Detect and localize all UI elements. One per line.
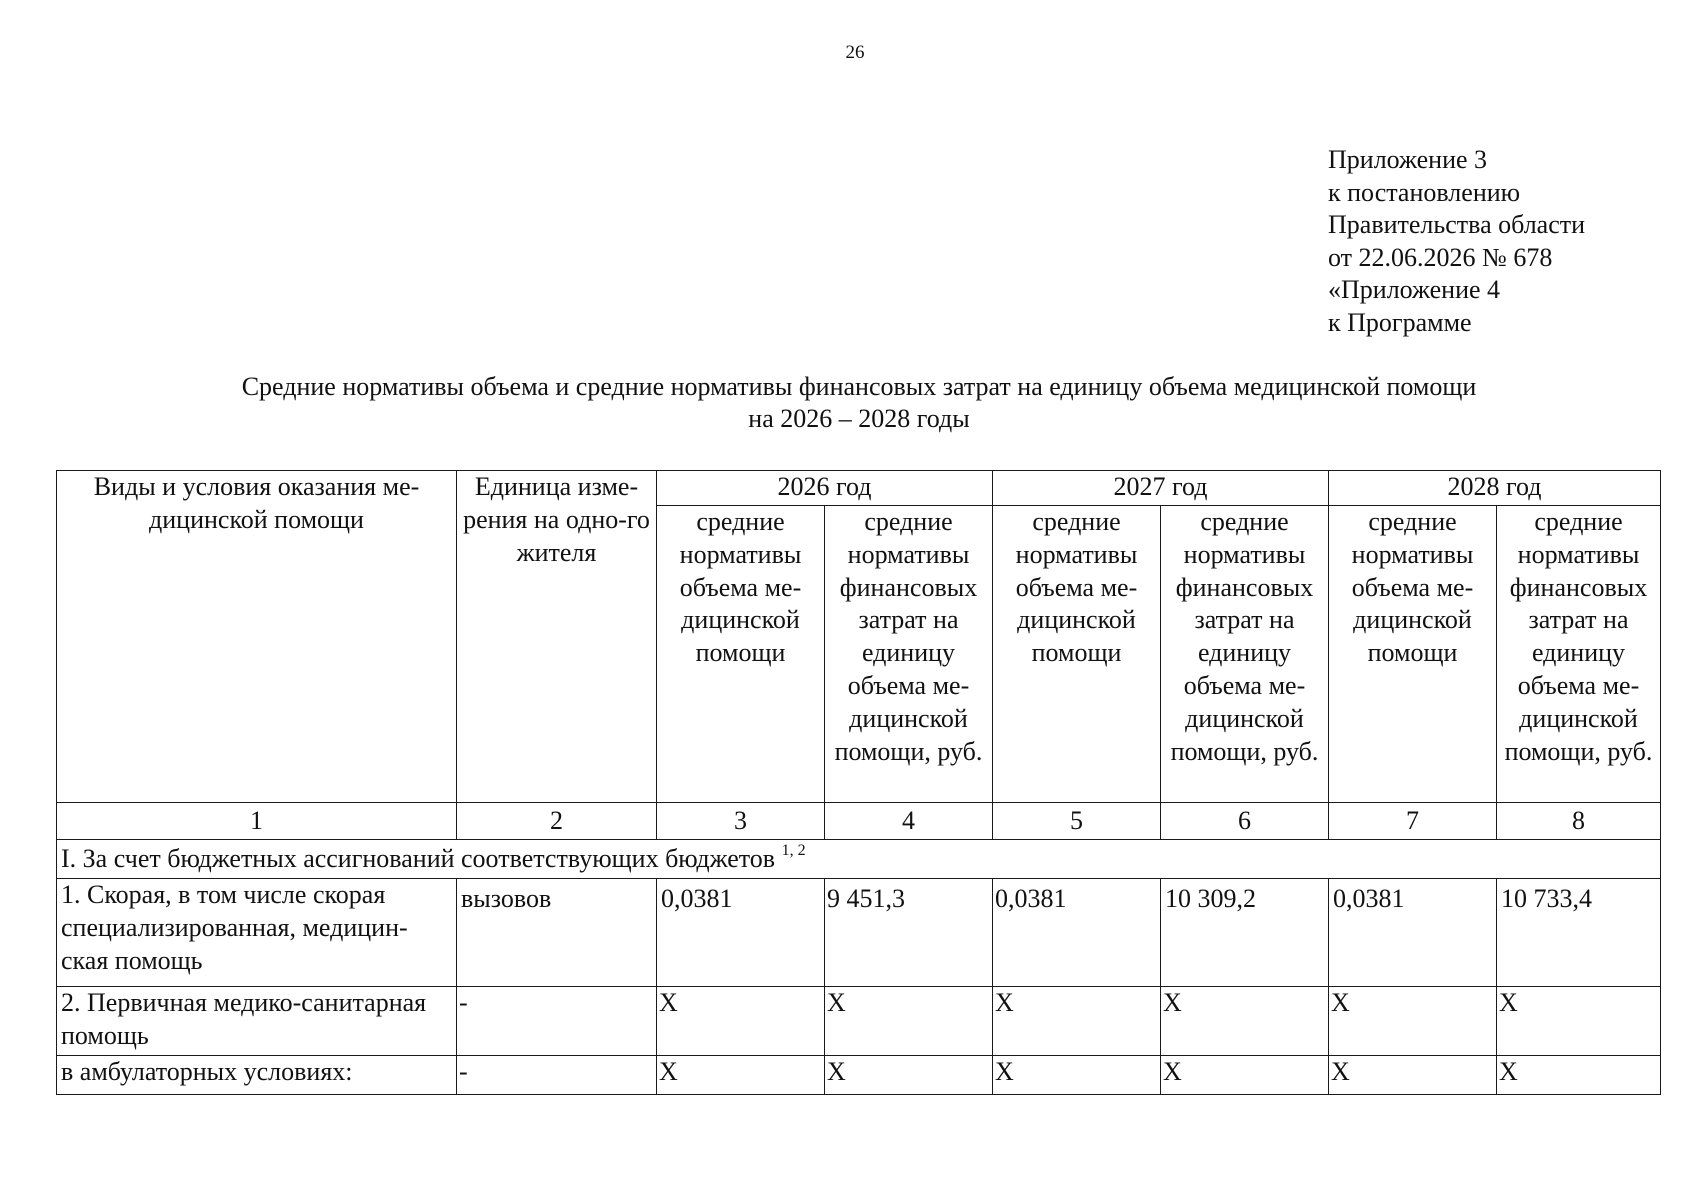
row-care-type: в амбулаторных условиях: bbox=[57, 1056, 457, 1095]
header-year-2026: 2026 год bbox=[657, 471, 993, 506]
row-value: 10 309,2 bbox=[1161, 879, 1329, 987]
row-value: X bbox=[1329, 1056, 1497, 1095]
page-number: 26 bbox=[845, 42, 865, 63]
header-cost-2027: средние нормативы финансовых затрат на единицу объема ме-дицинской помощи, руб. bbox=[1161, 506, 1329, 803]
appendix-line: от 22.06.2026 № 678 bbox=[1328, 242, 1553, 272]
column-number: 5 bbox=[993, 803, 1161, 840]
column-number: 2 bbox=[457, 803, 657, 840]
row-value: X bbox=[825, 1056, 993, 1095]
header-cost-2028: средние нормативы финансовых затрат на единицу объема ме-дицинской помощи, руб. bbox=[1497, 506, 1661, 803]
row-value: X bbox=[1329, 987, 1497, 1056]
table-row bbox=[57, 879, 1661, 987]
row-value: X bbox=[1161, 1056, 1329, 1095]
row-value: 9 451,3 bbox=[825, 879, 993, 987]
header-volume-2028: средние нормативы объема ме-дицинской помощи bbox=[1329, 506, 1497, 803]
column-number: 1 bbox=[57, 803, 457, 840]
row-value: 10 733,4 bbox=[1497, 879, 1661, 987]
row-value: 0,0381 bbox=[993, 879, 1161, 987]
column-number-row bbox=[57, 803, 1661, 840]
table-row bbox=[57, 987, 1661, 1056]
header-volume-2027: средние нормативы объема ме-дицинской помощи bbox=[993, 506, 1161, 803]
header-volume-2026: средние нормативы объема ме-дицинской помощи bbox=[657, 506, 825, 803]
column-number: 3 bbox=[657, 803, 825, 840]
column-number: 8 bbox=[1497, 803, 1661, 840]
section-row bbox=[57, 840, 1661, 879]
row-unit: вызовов bbox=[457, 879, 657, 987]
section-label: I. За счет бюджетных ассигнований соответствующих бюджетов bbox=[61, 844, 776, 873]
appendix-line: Правительства области bbox=[1328, 210, 1586, 239]
appendix-block bbox=[1328, 144, 1585, 339]
document-title bbox=[0, 371, 1698, 435]
header-cost-2026: средние нормативы финансовых затрат на единицу объема ме-дицинской помощи, руб. bbox=[825, 506, 993, 803]
row-value: X bbox=[657, 1056, 825, 1095]
title-line-2: на 2026 – 2028 годы bbox=[748, 404, 970, 433]
row-care-type: 1. Скорая, в том числе скорая специализированная, медицин-ская помощь bbox=[57, 879, 457, 987]
row-care-type: 2. Первичная медико-санитарная помощь bbox=[57, 987, 457, 1056]
section-heading bbox=[57, 840, 1661, 879]
row-value: X bbox=[825, 987, 993, 1056]
appendix-line: к постановлению bbox=[1328, 177, 1521, 207]
column-number: 7 bbox=[1329, 803, 1497, 840]
column-number: 6 bbox=[1161, 803, 1329, 840]
title-line-1: Средние нормативы объема и средние нормативы финансовых затрат на единицу объема медицинской помощи bbox=[241, 372, 1477, 401]
row-unit: - bbox=[457, 987, 657, 1056]
row-value: 0,0381 bbox=[657, 879, 825, 987]
row-value: 0,0381 bbox=[1329, 879, 1497, 987]
section-footnote: 1, 2 bbox=[781, 842, 806, 859]
row-value: X bbox=[1497, 987, 1661, 1056]
row-value: X bbox=[1497, 1056, 1661, 1095]
header-care-type: Виды и условия оказания ме-дицинской помощи bbox=[57, 471, 457, 803]
norms-table bbox=[56, 470, 1661, 1095]
row-value: X bbox=[1161, 987, 1329, 1056]
column-number: 4 bbox=[825, 803, 993, 840]
header-unit: Единица изме-рения на одно-го жителя bbox=[457, 471, 657, 803]
table-row bbox=[57, 1056, 1661, 1095]
appendix-line: «Приложение 4 bbox=[1328, 275, 1501, 304]
row-value: X bbox=[993, 987, 1161, 1056]
appendix-line: Приложение 3 bbox=[1328, 145, 1488, 174]
header-year-2028: 2028 год bbox=[1329, 471, 1661, 506]
row-value: X bbox=[993, 1056, 1161, 1095]
row-value: X bbox=[657, 987, 825, 1056]
header-year-2027: 2027 год bbox=[993, 471, 1329, 506]
row-unit: - bbox=[457, 1056, 657, 1095]
appendix-line: к Программе bbox=[1328, 307, 1472, 337]
